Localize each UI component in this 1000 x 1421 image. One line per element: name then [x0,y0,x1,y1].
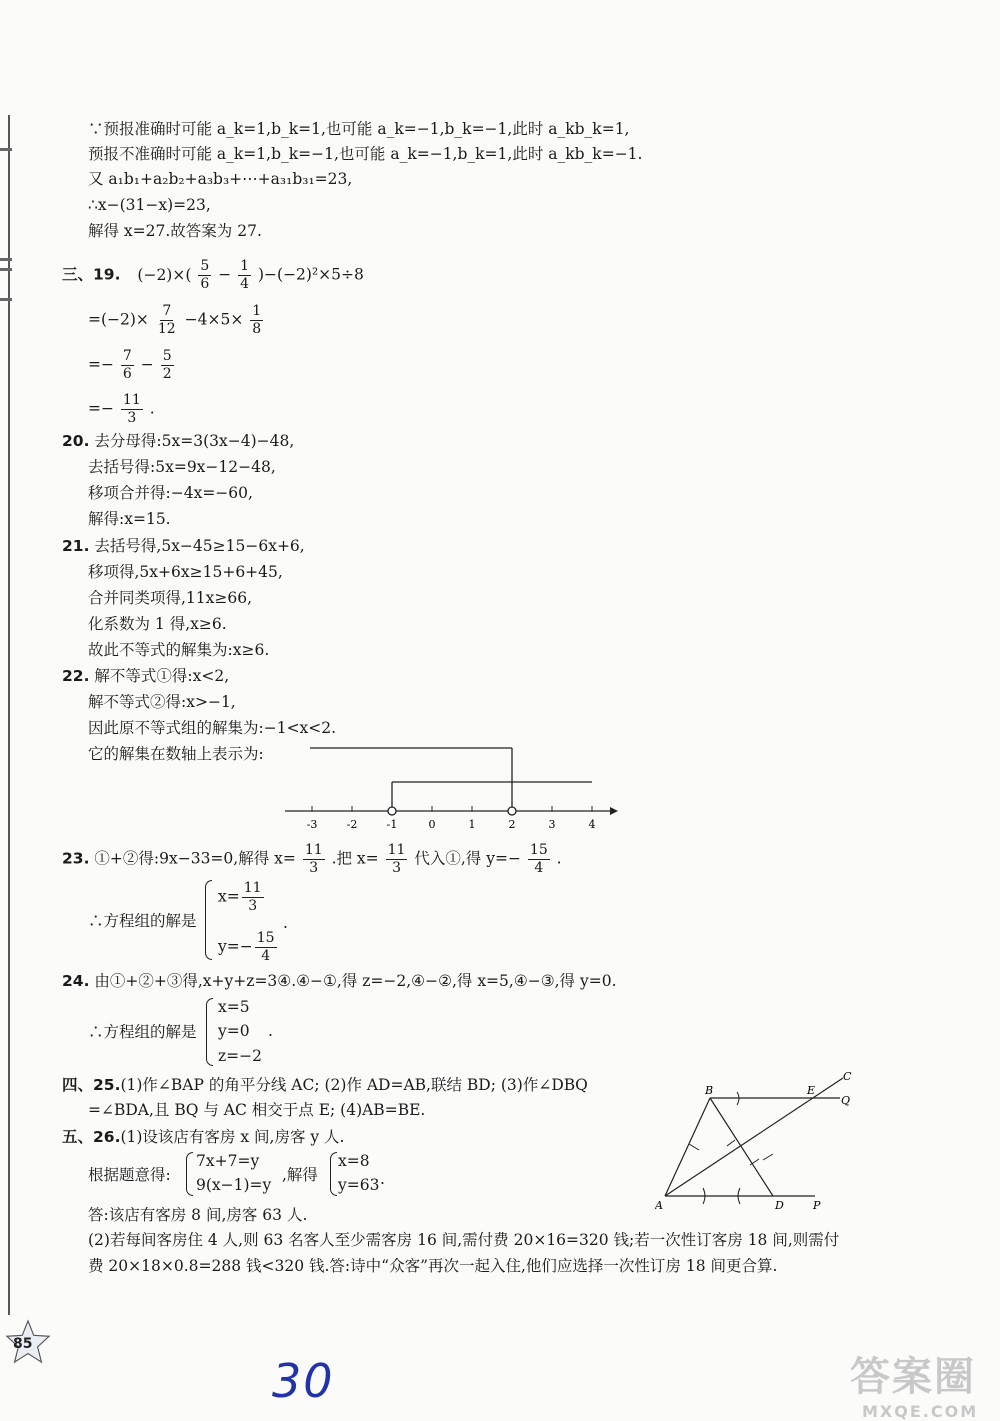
q20-line4: 解得:x=15. [88,510,171,528]
fraction: $\frac{5}{2}$ [162,348,172,382]
fraction: $\frac{7}{12}$ [157,303,176,337]
q22-line1: 22. 解不等式①得:x<2, [62,667,230,685]
q26-line5: 费 20×18×0.8=288 钱<320 钱.答:诗中“众客”再次一起入住,他们应选择一次性订房 18 间更合算. [88,1257,778,1275]
q21-line4: 化系数为 1 得,x≥6. [88,615,227,633]
q19-line1: 三、19. (−2)×( $\frac{5}{6}$ − $\frac{1}{4}$ )−(−2)²×5÷8 [62,258,364,292]
brace [186,1152,193,1196]
q20-line1: 20. 去分母得:5x=3(3x−4)−48, [62,432,295,450]
tick-label: 3 [548,818,556,831]
label-Q: Q [841,1094,851,1107]
q20-line3: 移项合并得:−4x=−60, [88,484,253,502]
q23-solution-label: ∴方程组的解是 [88,912,197,930]
fraction: $\frac{11}{3}$ [387,842,406,876]
q23-sol-y: y=− $\frac{15}{4}$ [218,930,275,964]
q20-line2: 去括号得:5x=9x−12−48, [88,458,276,476]
q21-number: 21. [62,537,90,555]
q22-number: 22. [62,667,90,685]
fraction: $\frac{11}{3}$ [122,392,141,426]
number-line [280,738,620,838]
q22-line3: 因此原不等式组的解集为:−1<x<2. [88,719,337,737]
fraction: $\frac{11}{3}$ [304,842,323,876]
brace [206,998,213,1066]
q23-line1: 23. ①+②得:9x−33=0,解得 x= $\frac{11}{3}$ .把 x= $\frac{11}{3}$ 代入①,得 y=− $\frac{15}{4}$ . [62,842,562,876]
q23-number: 23. [62,849,90,868]
tick-label: -1 [386,818,398,831]
q23-sol-x: x= $\frac{11}{3}$ [218,880,262,914]
label-E: E [807,1084,816,1097]
q19-line3: =− $\frac{7}{6}$ − $\frac{5}{2}$ [88,348,172,382]
margin-mark [0,148,12,151]
brace [205,880,212,960]
q24-number: 24. [62,972,90,990]
fraction: $\frac{15}{4}$ [529,842,548,876]
margin-mark [0,268,12,271]
line-1: ∵预报准确时可能 a_k=1,b_k=1,也可能 a_k=−1,b_k=−1,此时 a_kb_k=1, [88,120,630,138]
geometry-figure [655,1070,855,1220]
q26-line2-label: 根据题意得: [88,1166,171,1184]
handwritten-note: 30 [272,1354,335,1408]
q21-line2: 移项得,5x+6x≥15+6+45, [88,563,283,581]
q25-line2: =∠BDA,且 BQ 与 AC 相交于点 E; (4)AB=BE. [88,1101,426,1119]
q19-line4: =− $\frac{11}{3}$ . [88,392,155,426]
line-3: 又 a₁b₁+a₂b₂+a₃b₃+⋯+a₃₁b₃₁=23, [88,170,353,188]
q25-number: 四、25. [62,1076,121,1094]
q21-line5: 故此不等式的解集为:x≥6. [88,641,270,659]
q26-line4: (2)若每间客房住 4 人,则 63 名客人至少需客房 16 间,需付费 20×16=320 钱;若一次性订客房 18 间,则需付 [88,1231,840,1249]
fraction: $\frac{1}{8}$ [252,303,262,337]
q22-line4: 它的解集在数轴上表示为: [88,745,264,763]
label-A: A [655,1199,663,1212]
q22-line2: 解不等式②得:x>−1, [88,693,236,711]
tick-label: -2 [346,818,358,831]
brace [330,1152,337,1196]
q24-line1: 24. 由①+②+③得,x+y+z=3④.④−①,得 z=−2,④−②,得 x=5,④−③,得 y=0. [62,972,617,990]
tick-label: 2 [508,818,516,831]
left-margin-rule [8,115,10,1315]
line-5: 解得 x=27.故答案为 27. [88,222,262,240]
tick-label: 0 [428,818,436,831]
q26-number: 五、26. [62,1128,121,1146]
q21-line3: 合并同类项得,11x≥66, [88,589,253,607]
q26-line3: 答:该店有客房 8 间,房客 63 人. [88,1206,308,1224]
margin-mark [0,258,12,261]
q19-line2: =(−2)× $\frac{7}{12}$ −4×5× $\frac{1}{8}$ [88,303,262,337]
label-D: D [775,1199,784,1212]
tick-label: 4 [588,818,596,831]
fraction: $\frac{7}{6}$ [122,348,132,382]
line-4: ∴x−(31−x)=23, [88,196,211,214]
page-number: 85 [13,1336,33,1352]
tick-label: 1 [468,818,476,831]
label-P: P [813,1199,821,1212]
line-2: 预报不准确时可能 a_k=1,b_k=−1,也可能 a_k=−1,b_k=1,此时 a_kb_k=−1. [88,145,643,163]
q20-number: 20. [62,432,90,450]
q25-line1: 四、25.(1)作∠BAP 的角平分线 AC; (2)作 AD=AB,联结 BD; (3)作∠DBQ [62,1076,588,1094]
fraction: $\frac{5}{6}$ [200,258,210,292]
margin-mark [0,298,12,301]
q19-number: 三、19. [62,265,121,284]
fraction: $\frac{1}{4}$ [240,258,250,292]
tick-label: -3 [306,818,318,831]
label-B: B [705,1084,714,1097]
q21-line1: 21. 去括号得,5x−45≥15−6x+6, [62,537,305,555]
q26-line1: 五、26.(1)设该店有客房 x 间,房客 y 人. [62,1128,345,1146]
watermark-logo: 答案圈 MXQE.COM [850,1354,979,1421]
q24-solution-label: ∴方程组的解是 [88,1023,197,1041]
label-C: C [843,1070,852,1083]
